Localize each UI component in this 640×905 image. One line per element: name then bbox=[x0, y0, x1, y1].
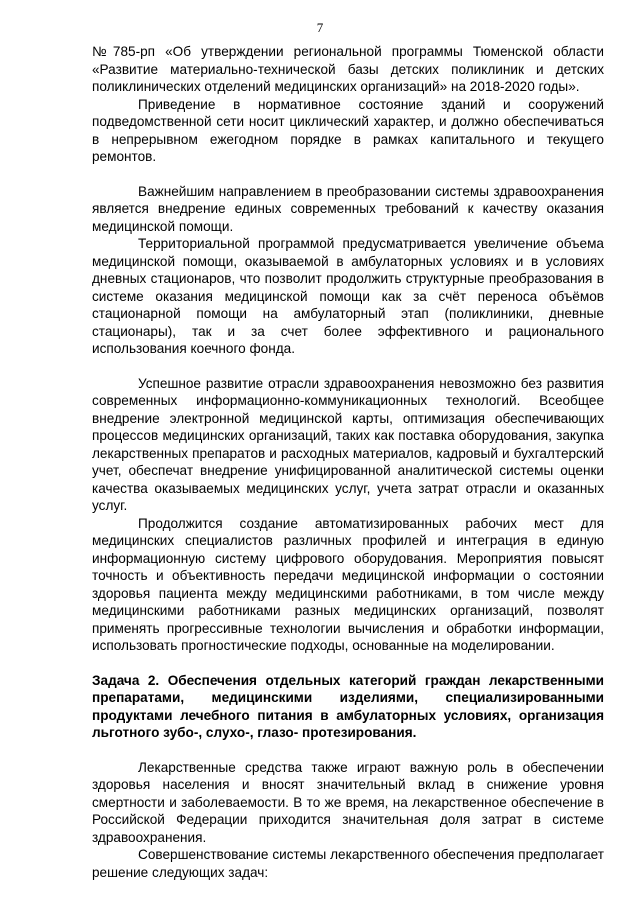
paragraph-spacer bbox=[92, 742, 604, 759]
document-body bbox=[92, 43, 604, 881]
paragraph-spacer bbox=[92, 166, 604, 183]
page-number: 7 bbox=[316, 20, 324, 35]
task-2-heading: Задача 2. Обеспечения отдельных категорий граждан лекарственными препаратами, медицинскими изделиями, специализированными продуктами лечебного питания в амбулаторных условиях, организация льготного зубо-, слухо-, глазо- протезирования. bbox=[92, 672, 604, 740]
paragraph-workstations: Продолжится создание автоматизированных рабочих мест для медицинских специалистов различных профилей и интеграция в единую информационную систему цифрового оборудования. Мероприятия повысят точность и объективность передачи медицинской информации о состоянии здоровья пациента между медицинскими работниками, в том числе между медицинскими работниками разных медицинских организаций, позволят применять прогрессивные технологии вычисления и обработки информации, использовать прогностические подходы, основанные на моделировании. bbox=[92, 515, 604, 653]
paragraph-ict-development: Успешное развитие отрасли здравоохранения невозможно без развития современных информационно-коммуникационных технологий. Всеобщее внедрение электронной медицинской карты, оптимизация обеспечивающих процессов медицинских организаций, таких как поставка оборудования, закупка лекарственных препаратов и расходных материалов, кадровый и бухгалтерский учет, обеспечат внедрение унифицированной аналитической системы оценки качества оказываемых медицинских услуг, учета затрат отрасли и оказанных услуг. bbox=[92, 375, 604, 513]
paragraph-territorial-program: Территориальной программой предусматривается увеличение объема медицинской помощи, оказываемой в амбулаторных условиях и в условиях дневных стационаров, что позволит продолжить структурные преобразования в системе оказания медицинской помощи как за счёт переноса объёмов стационарной помощи на амбулаторный этап (поликлиники, дневные стационары), так и за счет более эффективного и рационального использования коечного фонда. bbox=[92, 236, 604, 356]
paragraph-repairs: Приведение в нормативное состояние зданий и сооружений подведомственной сети носит циклический характер, и должно обеспечиваться в непрерывном ежегодном порядке в рамках капитального и текущего ремонтов. bbox=[92, 96, 604, 164]
paragraph-spacer bbox=[92, 655, 604, 672]
paragraph-improvement: Совершенствование системы лекарственного обеспечения предполагает решение следующих задач: bbox=[92, 847, 604, 880]
paragraph-medicines: Лекарственные средства также играют важную роль в обеспечении здоровья населения и вносят значительный вклад в снижение уровня смертности и заболеваемости. В то же время, на лекарственное обеспечение в Российской Федерации приходится значительная доля затрат в системе здравоохранения. bbox=[92, 759, 604, 845]
paragraph-key-direction: Важнейшим направлением в преобразовании системы здравоохранения является внедрение единых современных требований к качеству оказания медицинской помощи. bbox=[92, 183, 604, 234]
paragraph-order-reference: №785-рп «Об утверждении региональной программы Тюменской области «Развитие материально-технической базы детских поликлиник и детских поликлинических отделений медицинских организаций» на 2018-2020 годы». bbox=[92, 44, 604, 94]
paragraph-spacer bbox=[92, 358, 604, 375]
